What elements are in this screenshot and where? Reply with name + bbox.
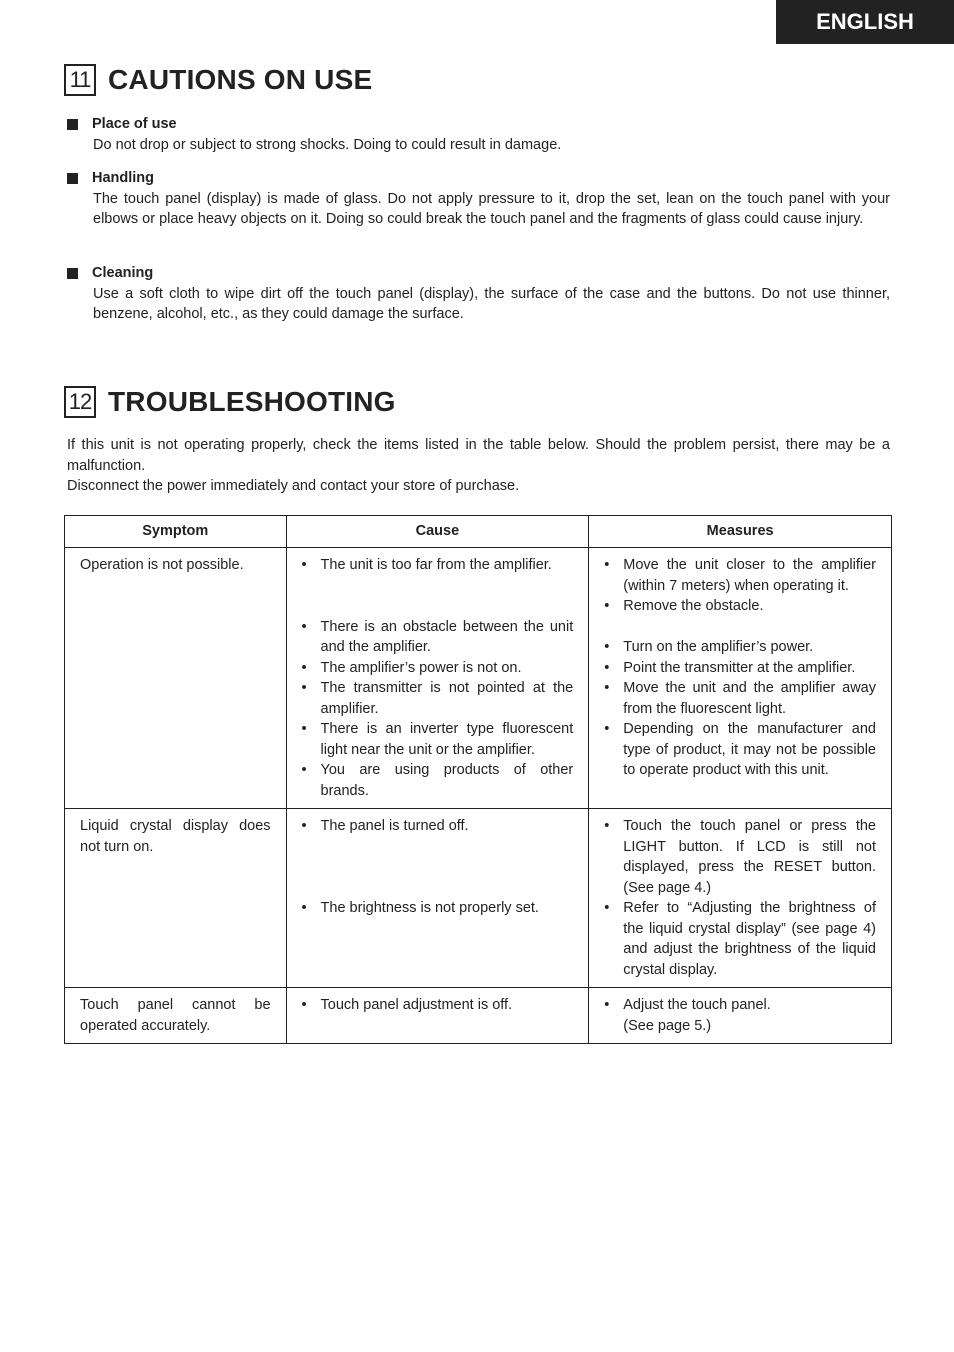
language-label: ENGLISH <box>816 9 914 34</box>
list-item: • The panel is turned off. <box>301 818 469 834</box>
symptom-cell: Liquid crystal display does not turn on. <box>65 809 287 988</box>
list-item: • Move the unit closer to the amplifier (within 7 meters) when operating it. <box>604 557 876 594</box>
list-item: • You are using products of other brands. <box>301 762 574 799</box>
section-title: TROUBLESHOOTING <box>108 386 396 417</box>
cause-cell <box>286 988 589 1044</box>
list-item: • The brightness is not properly set. <box>301 900 539 916</box>
caution-heading: Handling <box>92 170 155 186</box>
list-item: • Move the unit and the amplifier away from the fluorescent light. <box>604 680 876 717</box>
caution-item-cleaning <box>67 263 890 325</box>
column-header-symptom: Symptom <box>65 516 287 548</box>
intro-paragraph: If this unit is not operating properly, check the items listed in the table below. Should the problem persist, there may be a malfunction. <box>67 437 890 474</box>
measures-cell <box>589 809 892 988</box>
symptom-cell: Touch panel cannot be operated accurately. <box>65 988 287 1044</box>
list-item: • Point the transmitter at the amplifier. <box>604 659 856 676</box>
cause-cell <box>286 548 589 809</box>
caution-body: Do not drop or subject to strong shocks. Doing to could result in damage. <box>93 136 562 153</box>
list-item: • The unit is too far from the amplifier. <box>301 557 552 573</box>
bullet-square-icon <box>67 173 78 184</box>
measures-cell <box>589 548 892 809</box>
section-title: CAUTIONS ON USE <box>108 64 373 95</box>
table-header-row <box>65 516 892 548</box>
list-item: • Adjust the touch panel. (See page 5.) <box>604 997 771 1034</box>
list-item: • Touch the touch panel or press the LIGHT button. If LCD is still not displayed, press the RESET button. (See page 4.) <box>604 818 876 896</box>
list-item: • Remove the obstacle. <box>604 598 764 614</box>
section-number: 11 <box>64 64 96 96</box>
section-number: 12 <box>64 386 96 418</box>
table-row <box>65 809 892 988</box>
list-item: • Refer to “Adjusting the brightness of the liquid crystal display” (see page 4) and adjust the brightness of the liquid crystal display. <box>604 900 876 978</box>
caution-item-place-of-use <box>67 114 890 155</box>
column-header-measures: Measures <box>589 516 892 548</box>
list-item: • Touch panel adjustment is off. <box>301 997 513 1013</box>
caution-body: The touch panel (display) is made of glass. Do not apply pressure to it, drop the set, lean on the touch panel with your elbows or place heavy objects on it. Doing so could break the touch panel and the fragments of glass could cause injury. <box>93 190 890 227</box>
measures-cell <box>589 988 892 1044</box>
caution-heading: Cleaning <box>92 265 154 281</box>
caution-body: Use a soft cloth to wipe dirt off the touch panel (display), the surface of the case and the buttons. Do not use thinner, benzene, alcohol, etc., as they could damage the surface. <box>93 285 890 322</box>
column-header-cause: Cause <box>286 516 589 548</box>
troubleshooting-table <box>64 515 892 1044</box>
symptom-cell: Operation is not possible. <box>65 548 287 809</box>
section-11-heading <box>64 64 372 96</box>
list-item: • There is an inverter type fluorescent light near the unit or the amplifier. <box>301 721 574 758</box>
table-row <box>65 988 892 1044</box>
list-item: • Depending on the manufacturer and type of product, it may not be possible to operate product with this unit. <box>604 721 876 778</box>
section-12-heading <box>64 386 396 418</box>
cause-cell <box>286 809 589 988</box>
table-row <box>65 548 892 809</box>
list-item: • The transmitter is not pointed at the amplifier. <box>301 680 574 717</box>
bullet-square-icon <box>67 268 78 279</box>
caution-item-handling <box>67 168 890 230</box>
language-tab <box>776 0 954 44</box>
list-item: • There is an obstacle between the unit and the amplifier. <box>301 618 574 655</box>
caution-heading: Place of use <box>92 116 177 132</box>
list-item: • Turn on the amplifier’s power. <box>604 639 814 655</box>
bullet-square-icon <box>67 119 78 130</box>
troubleshooting-intro <box>67 435 890 497</box>
list-item: • The amplifier’s power is not on. <box>301 659 522 676</box>
intro-paragraph: Disconnect the power immediately and contact your store of purchase. <box>67 478 520 494</box>
